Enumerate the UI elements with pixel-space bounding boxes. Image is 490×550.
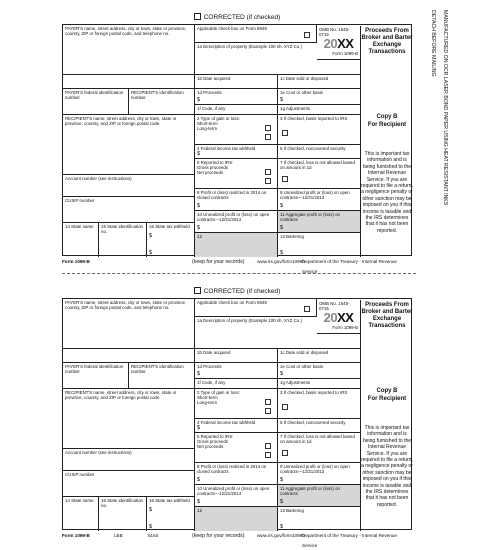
cusip-box[interactable] [63,471,195,497]
detach-notice: DETACH BEFORE MAILING [430,10,436,77]
box-9[interactable]: 9 Unrealized profit or (loss) on open contracts—12/31/2013 $ [278,189,361,211]
box-11[interactable]: 11 Aggregate profit or (loss) on contracts $ [278,485,361,507]
box-7-label: 7 If checked, loss is not allowed based on amount in 1d [280,434,355,445]
box-9-label: 9 Unrealized profit or (loss) on open contracts—12/31/2013 [280,464,350,475]
gross-proceeds-checkbox[interactable] [265,169,271,175]
form-number: Form 1099-B [332,51,358,56]
form-footer [62,257,412,274]
box-10-label: 10 Unrealized profit or (loss) on open contracts—12/31/2014 [197,486,270,497]
copy-subtitle: For Recipient [367,396,407,402]
box-1d-label: 1d Proceeds [197,90,222,95]
cusip-label: CUSIP number [65,472,95,477]
box-1f[interactable] [195,379,278,389]
box-7[interactable] [278,433,361,463]
corrected-row [62,286,412,298]
footer-url: www.irs.gov/form1099b [257,259,305,264]
applicable-checkbox[interactable] [304,32,310,38]
footer-form: Form 1099-B [62,533,90,538]
payer-name-extra [63,75,195,89]
important-notice: This is important tax information and is being furnished to the Internal Revenue Service. If you are required to file a return, a negligence penalty or other sanction may be imposed on you if this income is taxable and the IRS determines that it has not been reported. [361,151,413,234]
box-1f[interactable] [195,105,278,115]
box-1f-label: 1f Code, if any [197,380,226,385]
box-1a-label: 1a Description of property (Example 100 sh. XYZ Co.) [197,318,302,323]
box-1b-label: 1b Date acquired [197,350,231,355]
payer-name-box[interactable] [63,299,195,349]
applicable-label: Applicable check box on Form 8949 [197,26,267,31]
box-10[interactable]: 10 Unrealized profit or (loss) on open contracts—12/31/2014 $ [195,485,278,507]
box-14-label: 14 State name [65,498,94,503]
box-14[interactable] [63,497,99,531]
box-6-label: 6 Reported to IRS: [197,160,234,165]
applicable-checkbox[interactable] [304,306,310,312]
net-proceeds-label: Net proceeds [197,444,224,450]
footer-keep: (keep for your records) [192,259,245,265]
footer-dept: Department of the Treasury - Internal Revenue Service [302,259,397,274]
box-10-label: 10 Unrealized profit or (loss) on open contracts—12/31/2014 [197,212,270,223]
box-5-label: 5 If checked, noncovered security [280,420,346,425]
box-9-label: 9 Unrealized profit or (loss) on open contracts—12/31/2013 [280,190,350,201]
copy-subtitle: For Recipient [367,122,407,128]
box-10[interactable]: 10 Unrealized profit or (loss) on open contracts—12/31/2014 $ [195,211,278,233]
important-notice: This is important tax information and is being furnished to the Internal Revenue Service. If you are required to file a return, a negligence penalty or other sanction may be imposed on you if this income is taxable and the IRS determines that it has not been reported. [361,425,413,508]
recipient-name-box[interactable] [63,115,195,175]
tax-year: 20XX [323,36,354,51]
applicable-label: Applicable check box on Form 8949 [197,300,267,305]
form-title: Proceeds From Broker and Barter Exchange Transactions [361,28,413,55]
footer-dept: Department of the Treasury - Internal Revenue Service [302,533,397,548]
box-7[interactable] [278,159,361,189]
box-15-label: 15 State identification no. [101,498,143,509]
gross-proceeds-label: Gross proceeds [197,165,228,171]
box-1f-label: 1f Code, if any [197,106,226,111]
box-7-label: 7 If checked, loss is not allowed based on amount in 1d [280,160,355,171]
box-6-label: 6 Reported to IRS: [197,434,234,439]
copy-title: Copy B [376,388,398,394]
box-15[interactable] [99,497,147,531]
applicable-box[interactable] [195,299,317,317]
payer-name-box[interactable] [63,25,195,75]
payer-tin-label: PAYER'S federal identification number [65,90,124,101]
box-7-checkbox[interactable] [282,176,288,182]
short-term-label: Short-term [197,121,218,127]
box-6[interactable] [195,159,278,189]
box-4-label: 4 Federal income tax withheld [197,420,256,425]
cusip-box[interactable] [63,197,195,223]
payer-tin-box[interactable] [63,363,129,389]
box-16-label: 16 State tax withheld [149,498,190,503]
account-box[interactable] [63,175,195,197]
box-1a[interactable] [195,317,361,349]
account-box[interactable] [63,449,195,471]
box-1c[interactable] [278,75,361,89]
net-proceeds-checkbox[interactable] [265,452,271,458]
recipient-tin-box[interactable] [129,89,195,115]
payer-tin-box[interactable] [63,89,129,115]
applicable-box[interactable] [195,25,317,43]
short-term-checkbox[interactable] [265,399,271,405]
box-3-checkbox[interactable] [282,404,288,410]
gross-proceeds-checkbox[interactable] [265,443,271,449]
box-15[interactable] [99,223,147,257]
box-1c-label: 1c Date sold or disposed [280,76,329,81]
box-1c[interactable] [278,349,361,363]
box-9[interactable]: 9 Unrealized profit or (loss) on open contracts—12/31/2013 $ [278,463,361,485]
box-14-label: 14 State name [65,224,94,229]
form-grid [62,298,412,530]
box-1a[interactable] [195,43,361,75]
long-term-checkbox[interactable] [265,134,271,140]
footer-code-2: 5154 [148,533,159,538]
box-1d[interactable]: 1d Proceeds $ [195,363,278,379]
box-2[interactable] [195,389,278,419]
recipient-name-label: RECIPIENT'S name, street address, city or town, state or province, country, and ZIP or foreign postal code [65,116,177,127]
box-1e[interactable]: 1e Cost or other basis $ [278,89,361,105]
box-1d[interactable]: 1d Proceeds $ [195,89,278,105]
box-3[interactable] [278,115,361,145]
box-16-label: 16 State tax withheld [149,224,190,229]
corrected-row [62,12,412,24]
box-13-label: 13 Bartering [280,508,304,513]
tax-year: 20XX [323,310,354,325]
footer-url: www.irs.gov/form1099b [257,533,305,538]
copy-title: Copy B [376,114,398,120]
box-1e-label: 1e Cost or other basis [280,90,323,95]
corrected-label: CORRECTED (if checked) [203,288,281,295]
box-4[interactable]: 4 Federal income tax withheld $ [195,145,278,159]
long-term-label: Long-term [197,400,218,406]
form-title: Proceeds From Broker and Barter Exchange Transactions [361,302,413,329]
box-2-label: 2 Type of gain or loss: [197,390,240,395]
box-5-label: 5 If checked, noncovered security [280,146,346,151]
corrected-checkbox[interactable] [194,287,201,294]
box-8-label: 8 Profit or (loss) realized in 2014 on closed contracts [197,190,267,201]
box-1g-label: 1g Adjustments [280,106,311,111]
net-proceeds-label: Net proceeds [197,170,224,176]
box-1g[interactable] [278,379,361,389]
box-3-label: 3 If checked, basis reported to IRS [280,390,348,395]
box-7-checkbox[interactable] [282,450,288,456]
omb-number: OMB No. 1545-0715 [319,301,350,311]
long-term-checkbox[interactable] [265,408,271,414]
recipient-tin-label: RECIPIENT'S identification number [131,90,184,101]
box-13-label: 13 Bartering [280,234,304,239]
box-5[interactable] [278,419,361,433]
box-2[interactable] [195,115,278,145]
form-copy-bottom [62,286,413,548]
box-14[interactable] [63,223,99,257]
box-8[interactable]: 8 Profit or (loss) realized in 2014 on closed contracts $ [195,463,278,485]
box-16[interactable]: 16 State tax withheld $ $ [147,497,195,531]
long-term-label: Long-term [197,126,218,132]
footer-form: Form 1099-B [62,259,90,264]
box-11-label: 11 Aggregate profit or (loss) on contracts [280,486,340,497]
box-3-label: 3 If checked, basis reported to IRS [280,116,348,121]
cusip-label: CUSIP number [65,198,95,203]
footer-code-1: LBB [114,533,123,538]
form-grid [62,24,412,256]
box-12[interactable] [195,233,278,257]
box-5[interactable] [278,145,361,159]
corrected-label: CORRECTED (if checked) [203,14,281,21]
box-1e-label: 1e Cost or other basis [280,364,323,369]
box-12[interactable] [195,507,278,531]
box-1g-label: 1g Adjustments [280,380,311,385]
box-1b[interactable] [195,75,278,89]
box-1b[interactable] [195,349,278,363]
box-13[interactable]: 13 Bartering $ [278,233,361,257]
recipient-tin-box[interactable] [129,363,195,389]
box-3-checkbox[interactable] [282,130,288,136]
payer-name-extra [63,349,195,363]
box-4[interactable]: 4 Federal income tax withheld $ [195,419,278,433]
recipient-tin-label: RECIPIENT'S identification number [131,364,184,375]
box-12-label: 12 [197,234,202,239]
short-term-checkbox[interactable] [265,125,271,131]
box-1g[interactable] [278,105,361,115]
payer-name-label: PAYER'S name, street address, city or town, state or province, country, ZIP or foreign postal code, and telephone no. [65,26,187,37]
box-1e[interactable]: 1e Cost or other basis $ [278,363,361,379]
box-8-label: 8 Profit or (loss) realized in 2014 on closed contracts [197,464,267,475]
box-12-label: 12 [197,508,202,513]
box-8[interactable]: 8 Profit or (loss) realized in 2014 on closed contracts $ [195,189,278,211]
form-number: Form 1099-B [332,325,358,330]
corrected-checkbox[interactable] [194,13,201,20]
payer-name-label: PAYER'S name, street address, city or town, state or province, country, ZIP or foreign postal code, and telephone no. [65,300,187,311]
box-1c-label: 1c Date sold or disposed [280,350,329,355]
box-2-label: 2 Type of gain or loss: [197,116,240,121]
box-1d-label: 1d Proceeds [197,364,222,369]
short-term-label: Short-term [197,395,218,401]
recipient-name-box[interactable] [63,389,195,449]
box-1b-label: 1b Date acquired [197,76,231,81]
box-15-label: 15 State identification no. [101,224,143,235]
box-11[interactable]: 11 Aggregate profit or (loss) on contracts $ [278,211,361,233]
footer-keep: (keep for your records) [192,533,245,539]
net-proceeds-checkbox[interactable] [265,178,271,184]
account-label: Account number (see instructions) [65,176,132,181]
form-footer [62,531,412,548]
payer-tin-label: PAYER'S federal identification number [65,364,124,375]
gross-proceeds-label: Gross proceeds [197,439,228,445]
form-copy-top [62,12,413,274]
box-6[interactable] [195,433,278,463]
box-13[interactable]: 13 Bartering $ [278,507,361,531]
box-11-label: 11 Aggregate profit or (loss) on contracts [280,212,340,223]
omb-number: OMB No. 1545-0715 [319,27,350,37]
paper-notice: MANUFACTURED ON OCR LASER BOND PAPER USING HEAT RESISTANT INKS [442,10,448,206]
account-label: Account number (see instructions) [65,450,132,455]
box-1a-label: 1a Description of property (Example 100 sh. XYZ Co.) [197,44,302,49]
box-16[interactable]: 16 State tax withheld $ $ [147,223,195,257]
box-4-label: 4 Federal income tax withheld [197,146,256,151]
box-3[interactable] [278,389,361,419]
recipient-name-label: RECIPIENT'S name, street address, city or town, state or province, country, and ZIP or foreign postal code [65,390,177,401]
